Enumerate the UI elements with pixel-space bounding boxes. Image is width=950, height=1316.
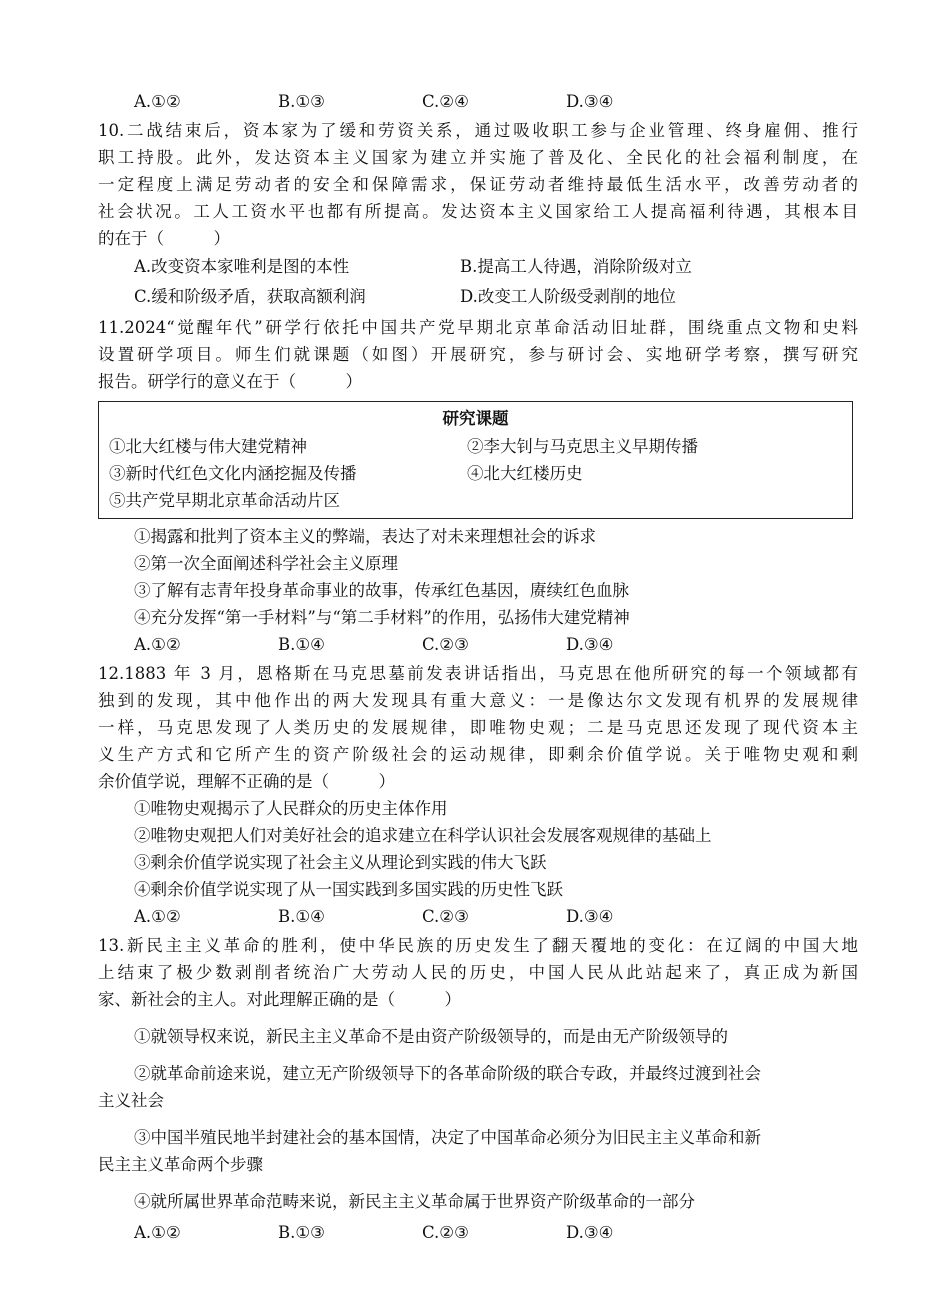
- research-topics-box: [98, 401, 853, 519]
- q13-option-a: A.①②: [134, 1223, 181, 1242]
- q11-option-b: B.①④: [278, 635, 325, 654]
- q13-statement: ①就领导权来说，新民主主义革命不是由资产阶级领导的，而是由无产阶级领导的: [134, 1027, 728, 1046]
- topics-row: [109, 460, 842, 487]
- q12-options: [98, 903, 858, 930]
- q10-line: 职工持股。此外，发达资本主义国家为建立并实施了普及化、全民化的社会福利制度，在: [98, 148, 858, 167]
- q11-statement: ①揭露和批判了资本主义的弊端，表达了对未来理想社会的诉求: [134, 527, 596, 546]
- q10-line: 10.二战结束后，资本家为了缓和劳资关系，通过吸收职工参与企业管理、终身雇佣、推行: [98, 121, 858, 140]
- q10-option-b: B.提高工人待遇，消除阶级对立: [460, 257, 692, 276]
- q11-options: [98, 631, 858, 658]
- q12-line: 独到的发现，其中他作出的两大发现具有重大意义：一是像达尔文发现有机界的发展规律: [98, 691, 858, 710]
- q9-options: [98, 88, 858, 115]
- q12-line: 12.1883 年 3 月，恩格斯在马克思墓前发表讲话指出，马克思在他所研究的每一个领域都有: [98, 664, 858, 683]
- question-11: [98, 314, 858, 658]
- q12-line: 义生产方式和它所产生的资产阶级社会的运动规律，即剩余价值学说。关于唯物史观和剩: [98, 745, 858, 764]
- q13-option-c: C.②③: [422, 1223, 469, 1242]
- q9-option-b: B.①③: [278, 92, 325, 111]
- q12-statement: ④剩余价值学说实现了从一国实践到多国实践的历史性飞跃: [134, 880, 563, 899]
- topic-item: ④北大红楼历史: [467, 464, 583, 483]
- q10-line: 的在于（ ）: [98, 229, 230, 248]
- topic-item: ③新时代红色文化内涵挖掘及传播: [109, 464, 357, 483]
- q13-line: 上结束了极少数剥削者统治广大劳动人民的历史，中国人民从此站起来了，真正成为新国: [98, 963, 858, 982]
- q11-option-c: C.②③: [422, 635, 469, 654]
- q13-option-b: B.①③: [278, 1223, 325, 1242]
- q9-option-a: A.①②: [134, 92, 181, 111]
- topic-item: ②李大钊与马克思主义早期传播: [467, 437, 698, 456]
- q13-statement: ④就所属世界革命范畴来说，新民主主义革命属于世界资产阶级革命的一部分: [134, 1192, 695, 1211]
- q11-line: 设置研学项目。师生们就课题（如图）开展研究，参与研讨会、实地研学考察，撰写研究: [98, 345, 858, 364]
- q12-option-b: B.①④: [278, 907, 325, 926]
- q10-line: 社会状况。工人工资水平也都有所提高。发达资本主义国家给工人提高福利待遇，其根本目: [98, 202, 858, 221]
- q12-statement: ③剩余价值学说实现了社会主义从理论到实践的伟大飞跃: [134, 853, 547, 872]
- research-topics-title: 研究课题: [442, 409, 509, 428]
- q13-statement-cont: 民主主义革命两个步骤: [98, 1155, 263, 1174]
- q10-options-row1: [98, 252, 858, 282]
- q10-option-d: D.改变工人阶级受剥削的地位: [460, 287, 676, 306]
- topics-row: [109, 433, 842, 460]
- q12-statement: ②唯物史观把人们对美好社会的追求建立在科学认识社会发展客观规律的基础上: [134, 826, 712, 845]
- q13-statement: ③中国半殖民地半封建社会的基本国情，决定了中国革命必须分为旧民主主义革命和新: [134, 1128, 761, 1147]
- q11-line: 报告。研学行的意义在于（ ）: [98, 372, 362, 391]
- q11-statement: ②第一次全面阐述科学社会主义原理: [134, 554, 398, 573]
- q12-option-c: C.②③: [422, 907, 469, 926]
- q11-statement: ③了解有志青年投身革命事业的故事，传承红色基因，赓续红色血脉: [134, 581, 629, 600]
- exam-page: [98, 90, 858, 1246]
- q10-option-a: A.改变资本家唯利是图的本性: [134, 257, 350, 276]
- question-12: [98, 660, 858, 930]
- q12-line: 余价值学说，理解不正确的是（ ）: [98, 772, 395, 791]
- topic-item: ⑤共产党早期北京革命活动片区: [109, 491, 340, 510]
- q11-line: 11.2024“觉醒年代”研学行依托中国共产党早期北京革命活动旧址群，围绕重点文物和史料: [98, 318, 858, 337]
- q11-option-a: A.①②: [134, 635, 181, 654]
- q13-line: 家、新社会的主人。对此理解正确的是（ ）: [98, 990, 461, 1009]
- topics-row: [109, 487, 842, 514]
- q12-statement: ①唯物史观揭示了人民群众的历史主体作用: [134, 799, 448, 818]
- q13-options: [98, 1219, 858, 1246]
- topic-item: ①北大红楼与伟大建党精神: [109, 437, 307, 456]
- q10-line: 一定程度上满足劳动者的安全和保障需求，保证劳动者维持最低生活水平，改善劳动者的: [98, 175, 858, 194]
- q9-option-d: D.③④: [566, 92, 614, 111]
- q12-line: 一样，马克思发现了人类历史的发展规律，即唯物史观；二是马克思还发现了现代资本主: [98, 718, 858, 737]
- q12-option-d: D.③④: [566, 907, 614, 926]
- q13-option-d: D.③④: [566, 1223, 614, 1242]
- question-13: [98, 932, 858, 1246]
- q10-option-c: C.缓和阶级矛盾，获取高额利润: [134, 287, 366, 306]
- q10-options-row2: [98, 282, 858, 312]
- q13-line: 13.新民主主义革命的胜利，使中华民族的历史发生了翻天覆地的变化：在辽阔的中国大地: [98, 936, 858, 955]
- q11-statement: ④充分发挥“第一手材料”与“第二手材料”的作用，弘扬伟大建党精神: [134, 608, 630, 627]
- q12-option-a: A.①②: [134, 907, 181, 926]
- q13-statement: ②就革命前途来说，建立无产阶级领导下的各革命阶级的联合专政，并最终过渡到社会: [134, 1064, 761, 1083]
- q9-option-c: C.②④: [422, 92, 469, 111]
- q11-option-d: D.③④: [566, 635, 614, 654]
- question-10: [98, 117, 858, 312]
- q13-statement-cont: 主义社会: [98, 1091, 164, 1110]
